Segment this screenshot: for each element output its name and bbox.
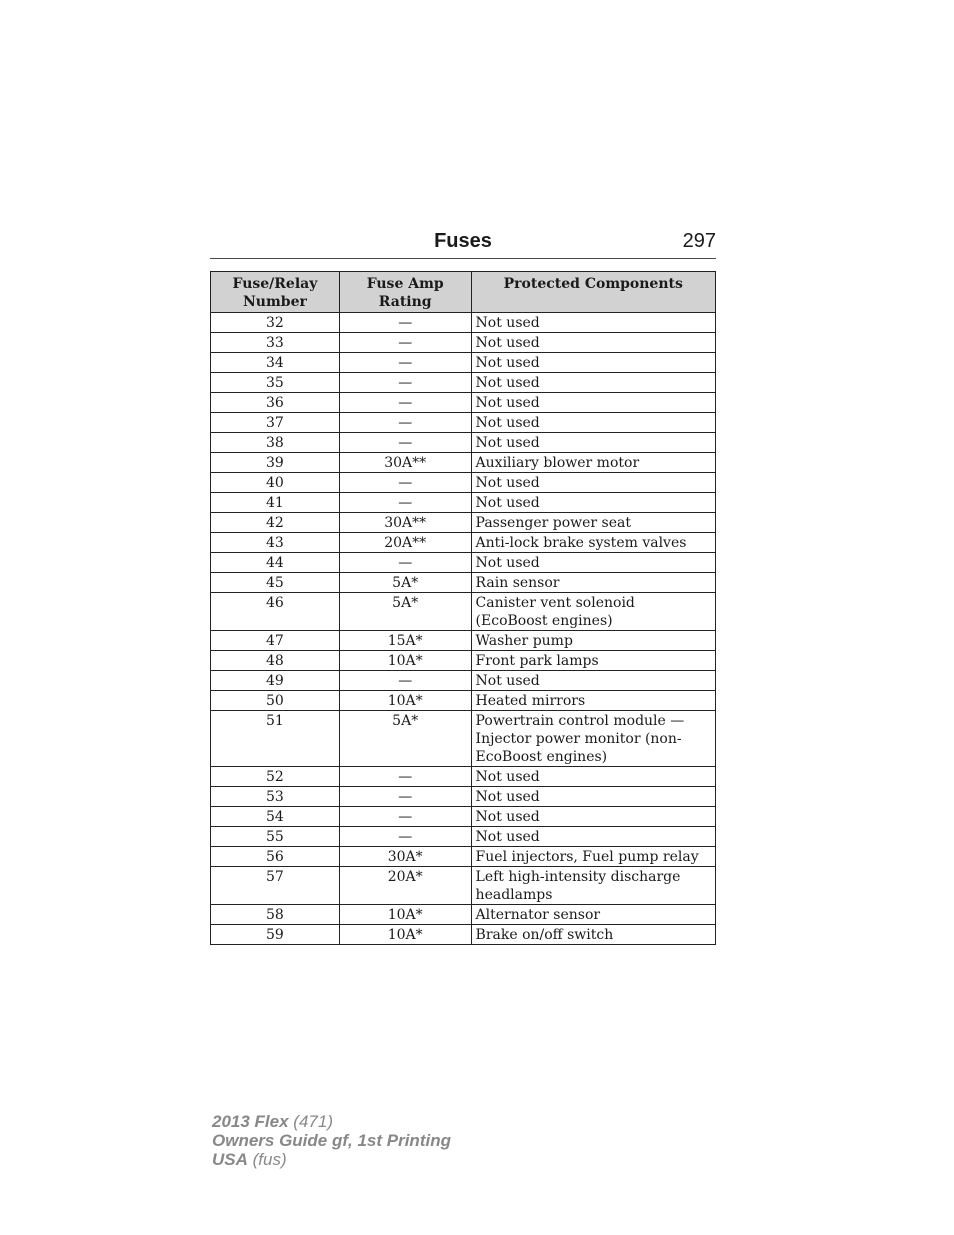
fuse-number-cell: 54 — [211, 807, 340, 827]
amp-rating-cell: 10A* — [339, 691, 471, 711]
table-row — [211, 691, 716, 711]
amp-rating-cell: 5A* — [339, 711, 471, 767]
footer-guide: Owners Guide gf, 1st Printing — [212, 1131, 451, 1150]
protected-component-cell: Passenger power seat — [471, 513, 715, 533]
protected-component-cell: Fuel injectors, Fuel pump relay — [471, 847, 715, 867]
protected-component-cell: Left high-intensity discharge headlamps — [471, 867, 715, 905]
footer-line-2 — [212, 1131, 451, 1150]
table-row — [211, 353, 716, 373]
fuse-number-cell: 49 — [211, 671, 340, 691]
table-row — [211, 313, 716, 333]
fuse-number-cell: 52 — [211, 767, 340, 787]
fuse-number-cell: 46 — [211, 593, 340, 631]
amp-rating-cell: — — [339, 827, 471, 847]
fuse-number-cell: 45 — [211, 573, 340, 593]
footer-market: USA — [212, 1150, 248, 1169]
protected-component-cell: Not used — [471, 473, 715, 493]
footer-line-1 — [212, 1112, 451, 1131]
table-row — [211, 553, 716, 573]
amp-rating-cell: — — [339, 393, 471, 413]
protected-component-cell: Not used — [471, 787, 715, 807]
page-footer — [212, 1112, 451, 1169]
amp-rating-cell: — — [339, 807, 471, 827]
table-row — [211, 807, 716, 827]
header-fuse-relay-number: Fuse/Relay Number — [211, 272, 340, 313]
fuse-number-cell: 55 — [211, 827, 340, 847]
protected-component-cell: Anti-lock brake system valves — [471, 533, 715, 553]
protected-component-cell: Not used — [471, 493, 715, 513]
fuse-number-cell: 58 — [211, 905, 340, 925]
protected-component-cell: Not used — [471, 767, 715, 787]
fuse-table — [210, 271, 716, 945]
amp-rating-cell: — — [339, 493, 471, 513]
table-row — [211, 767, 716, 787]
amp-rating-cell: — — [339, 373, 471, 393]
table-row — [211, 905, 716, 925]
table-row — [211, 925, 716, 945]
protected-component-cell: Not used — [471, 393, 715, 413]
protected-component-cell: Not used — [471, 333, 715, 353]
table-row — [211, 593, 716, 631]
footer-model: 2013 Flex — [212, 1112, 289, 1131]
amp-rating-cell: — — [339, 473, 471, 493]
protected-component-cell: Not used — [471, 671, 715, 691]
fuse-number-cell: 41 — [211, 493, 340, 513]
amp-rating-cell: 10A* — [339, 651, 471, 671]
amp-rating-cell: — — [339, 433, 471, 453]
protected-component-cell: Not used — [471, 807, 715, 827]
fuse-number-cell: 36 — [211, 393, 340, 413]
protected-component-cell: Not used — [471, 827, 715, 847]
page-number: 297 — [682, 230, 716, 252]
table-row — [211, 573, 716, 593]
table-row — [211, 631, 716, 651]
header-fuse-amp-rating: Fuse Amp Rating — [339, 272, 471, 313]
table-row — [211, 393, 716, 413]
table-row — [211, 827, 716, 847]
fuse-number-cell: 35 — [211, 373, 340, 393]
table-header-row — [211, 272, 716, 313]
amp-rating-cell: 15A* — [339, 631, 471, 651]
amp-rating-cell: 30A* — [339, 847, 471, 867]
fuse-number-cell: 40 — [211, 473, 340, 493]
table-row — [211, 671, 716, 691]
table-row — [211, 847, 716, 867]
fuse-number-cell: 32 — [211, 313, 340, 333]
protected-component-cell: Not used — [471, 413, 715, 433]
fuse-number-cell: 47 — [211, 631, 340, 651]
fuse-number-cell: 38 — [211, 433, 340, 453]
fuse-number-cell: 37 — [211, 413, 340, 433]
amp-rating-cell: 5A* — [339, 593, 471, 631]
fuse-number-cell: 56 — [211, 847, 340, 867]
fuse-number-cell: 53 — [211, 787, 340, 807]
protected-component-cell: Canister vent solenoid (EcoBoost engines) — [471, 593, 715, 631]
protected-component-cell: Rain sensor — [471, 573, 715, 593]
protected-component-cell: Not used — [471, 313, 715, 333]
footer-line-3 — [212, 1150, 451, 1169]
page-header — [210, 226, 716, 259]
table-row — [211, 711, 716, 767]
protected-component-cell: Not used — [471, 433, 715, 453]
amp-rating-cell: 10A* — [339, 905, 471, 925]
section-title: Fuses — [434, 230, 492, 252]
amp-rating-cell: — — [339, 767, 471, 787]
fuse-number-cell: 44 — [211, 553, 340, 573]
protected-component-cell: Alternator sensor — [471, 905, 715, 925]
fuse-number-cell: 33 — [211, 333, 340, 353]
table-row — [211, 651, 716, 671]
table-row — [211, 413, 716, 433]
amp-rating-cell: — — [339, 671, 471, 691]
amp-rating-cell: 5A* — [339, 573, 471, 593]
fuse-number-cell: 39 — [211, 453, 340, 473]
table-row — [211, 533, 716, 553]
protected-component-cell: Heated mirrors — [471, 691, 715, 711]
amp-rating-cell: — — [339, 333, 471, 353]
amp-rating-cell: 20A* — [339, 867, 471, 905]
amp-rating-cell: 10A* — [339, 925, 471, 945]
amp-rating-cell: — — [339, 553, 471, 573]
footer-market-code: (fus) — [252, 1150, 287, 1169]
fuse-number-cell: 59 — [211, 925, 340, 945]
protected-component-cell: Front park lamps — [471, 651, 715, 671]
table-row — [211, 493, 716, 513]
fuse-number-cell: 34 — [211, 353, 340, 373]
fuse-number-cell: 50 — [211, 691, 340, 711]
amp-rating-cell: 30A** — [339, 453, 471, 473]
protected-component-cell: Not used — [471, 353, 715, 373]
header-protected-components: Protected Components — [471, 272, 715, 313]
table-row — [211, 453, 716, 473]
table-row — [211, 513, 716, 533]
amp-rating-cell: — — [339, 353, 471, 373]
protected-component-cell: Powertrain control module — Injector power monitor (non-EcoBoost engines) — [471, 711, 715, 767]
amp-rating-cell: 20A** — [339, 533, 471, 553]
fuse-table-body — [211, 313, 716, 945]
amp-rating-cell: — — [339, 313, 471, 333]
fuse-number-cell: 42 — [211, 513, 340, 533]
fuse-number-cell: 51 — [211, 711, 340, 767]
table-row — [211, 373, 716, 393]
protected-component-cell: Washer pump — [471, 631, 715, 651]
table-row — [211, 473, 716, 493]
table-row — [211, 333, 716, 353]
protected-component-cell: Auxiliary blower motor — [471, 453, 715, 473]
amp-rating-cell: — — [339, 787, 471, 807]
footer-model-code: (471) — [293, 1112, 333, 1131]
fuse-number-cell: 48 — [211, 651, 340, 671]
table-row — [211, 433, 716, 453]
protected-component-cell: Not used — [471, 373, 715, 393]
amp-rating-cell: — — [339, 413, 471, 433]
table-row — [211, 867, 716, 905]
fuse-number-cell: 57 — [211, 867, 340, 905]
protected-component-cell: Not used — [471, 553, 715, 573]
fuse-number-cell: 43 — [211, 533, 340, 553]
table-row — [211, 787, 716, 807]
amp-rating-cell: 30A** — [339, 513, 471, 533]
protected-component-cell: Brake on/off switch — [471, 925, 715, 945]
